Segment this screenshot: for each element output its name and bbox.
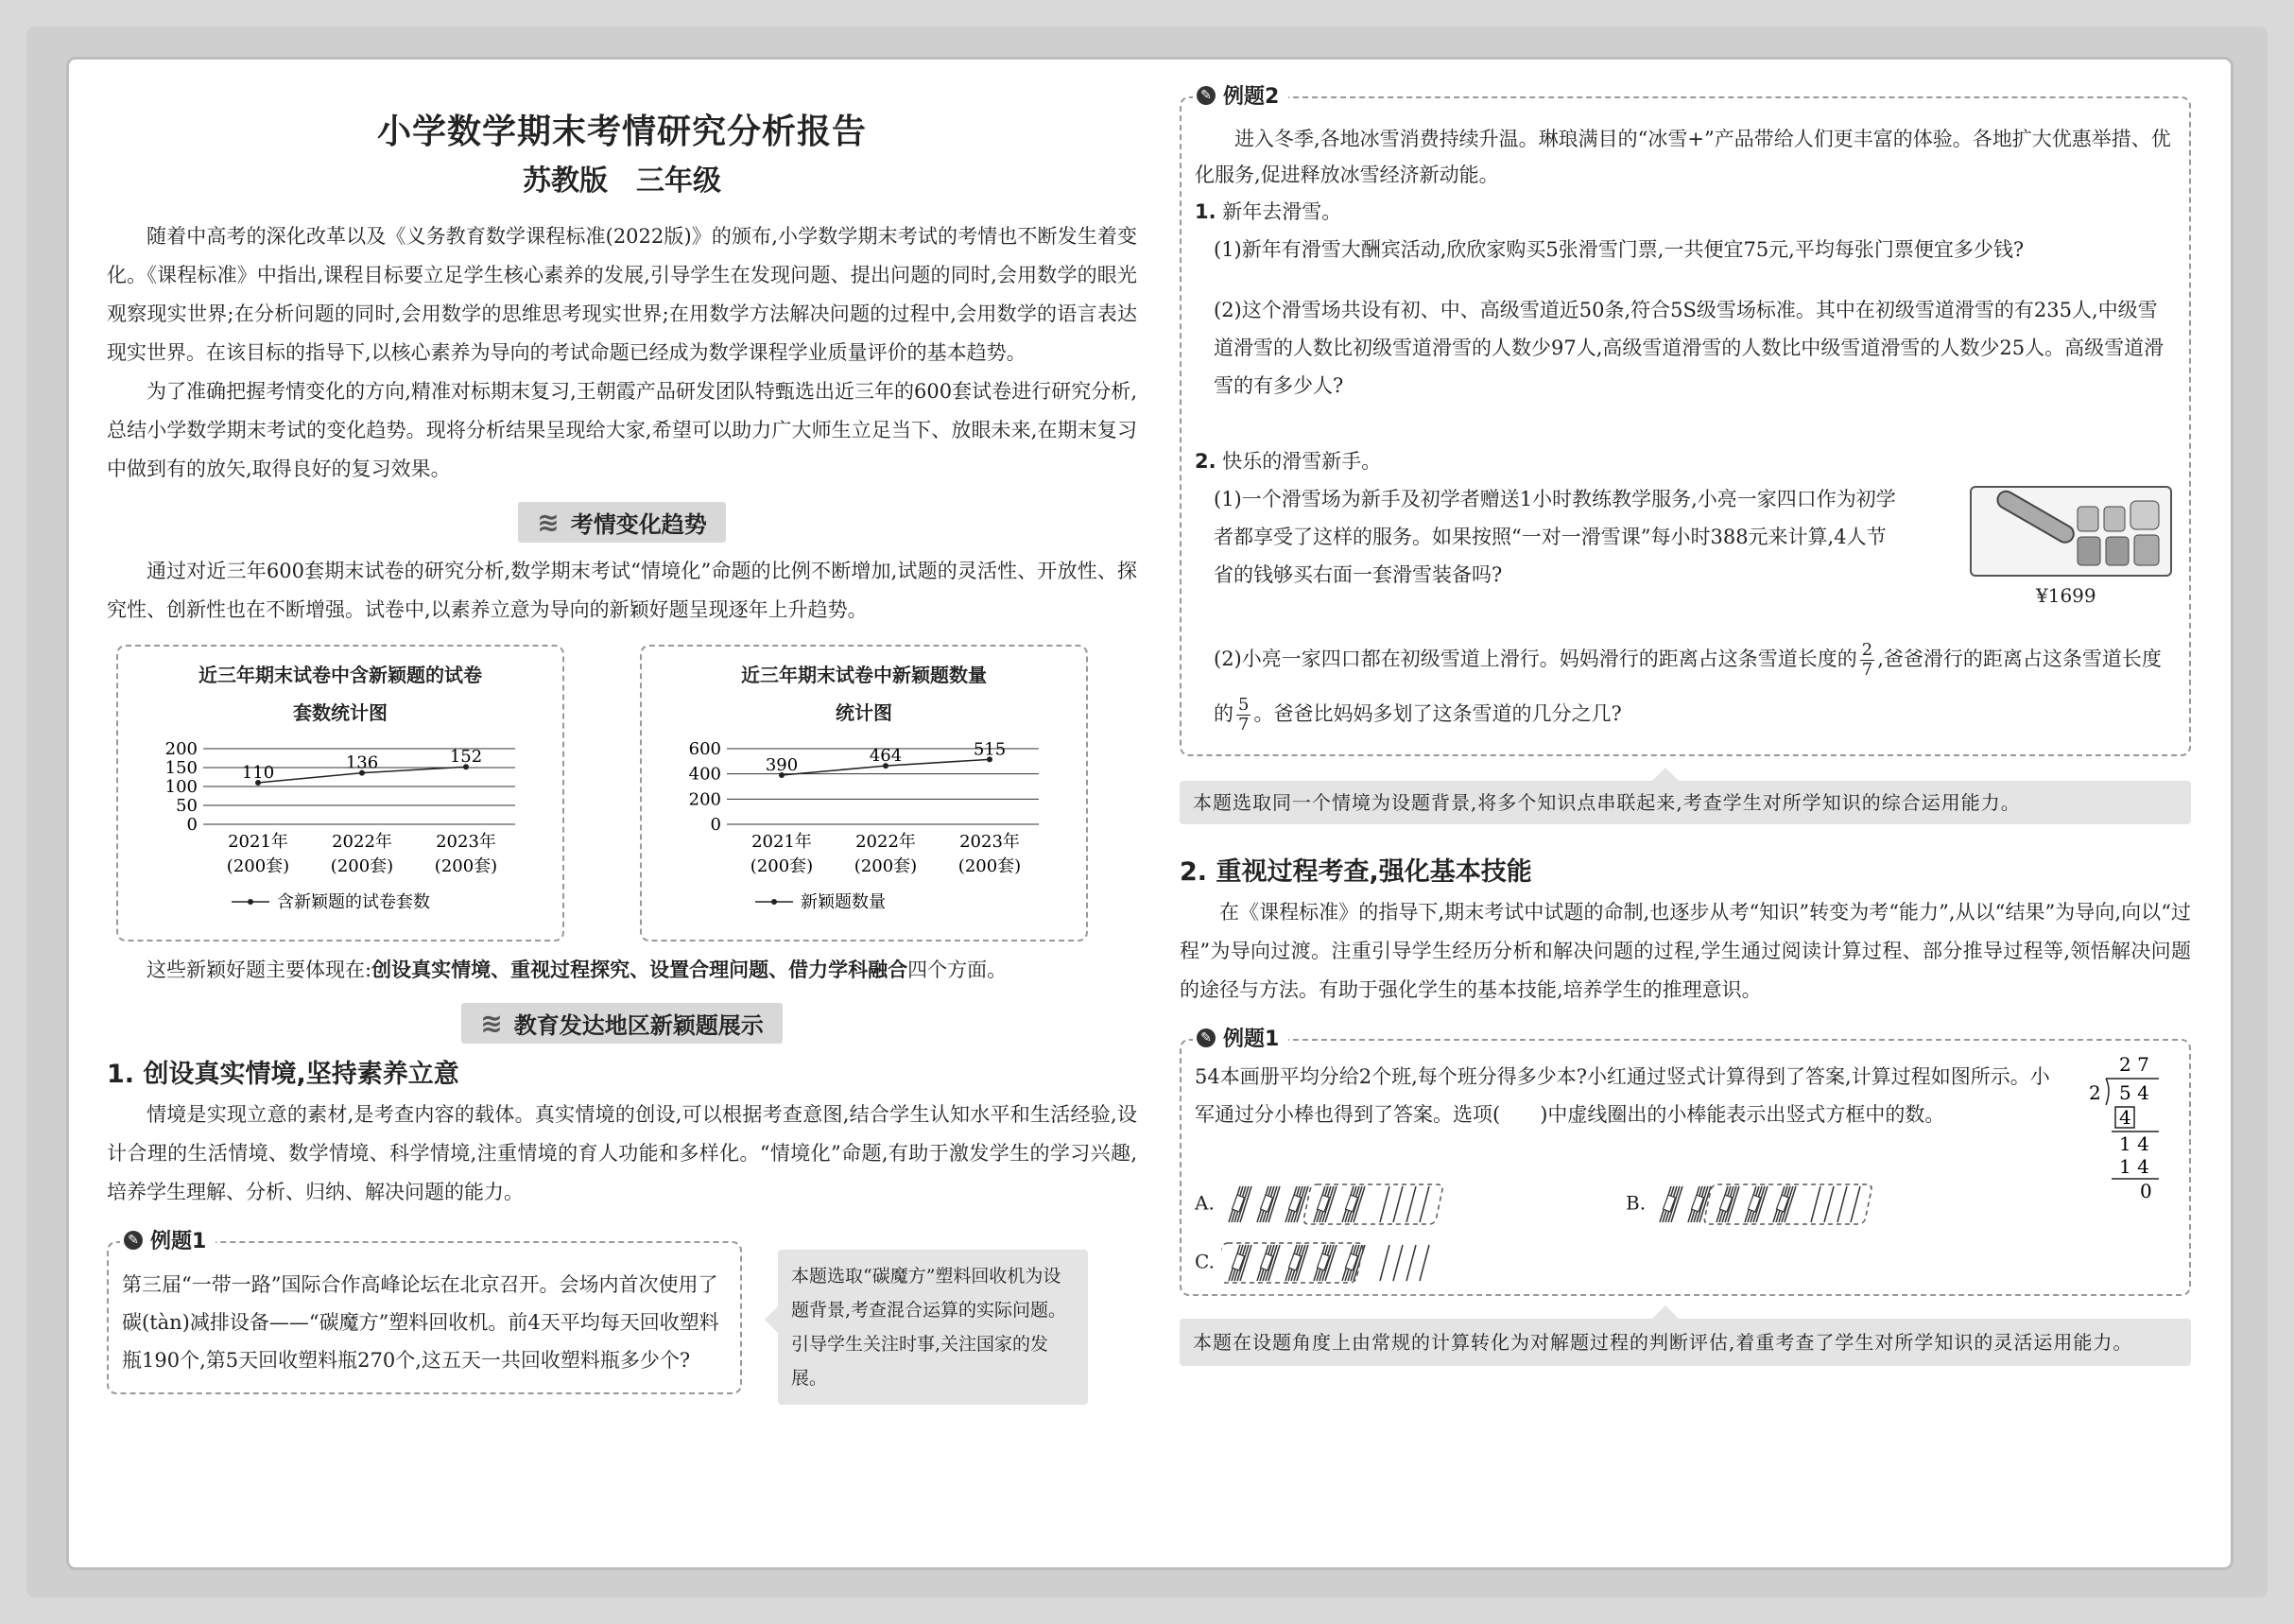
option-b-label: B. [1626, 1191, 1647, 1215]
chart-2-title-2: 统计图 [836, 701, 892, 724]
option-c-label: C. [1195, 1250, 1215, 1273]
stick-bundle [1660, 1186, 1682, 1222]
example-2-box [1180, 96, 2191, 756]
right-column [1180, 60, 2191, 1366]
data-label: 110 [241, 763, 275, 783]
chart-1-title-2: 套数统计图 [293, 701, 388, 724]
intro-paragraph-1: 随着中高考的深化改革以及《义务教育数学课程标准(2022版)》的颁布,小学数学期末考试的考情也不断发生着变化。《课程标准》中指出,课程目标要立足学生核心素养的发展,引导学生在发现问题、提出问题的同时,会用数学的眼光观察现实世界;在分析问题的同时,会用数学的思维思考现实世界;在用数学方法解决问题的过程中,会用数学的语言表达现实世界。在该目标的指导下,以核心素养为导向的考试命题已经成为数学课程学业质量评价的基本趋势。 [107, 225, 1137, 364]
x-tick-note: (200套) [750, 856, 814, 876]
y-tick-label: 200 [164, 739, 198, 759]
y-tick-label: 150 [164, 758, 198, 778]
y-tick-label: 0 [186, 815, 198, 835]
stick-bundle [1285, 1245, 1308, 1281]
division-quotient: 2 7 [2119, 1053, 2149, 1076]
single-stick [1406, 1186, 1416, 1222]
option-a[interactable] [1195, 1181, 1476, 1228]
x-tick-note: (200套) [434, 856, 498, 876]
q1-part-2: (2)这个滑雪场共设有初、中、高级雪道近50条,符合5S级雪场标准。其中在初级雪道滑雪的有235人,中级雪道滑雪的人数比初级雪道滑雪的人数少97人,高级雪道滑雪的人数比中级雪道滑雪的人数少25人。高级雪道滑雪的有多少人? [1214, 299, 2165, 397]
q2-part-2-b: ,爸爸滑行的距离占这条雪道长度的 [1214, 648, 2162, 725]
fraction-numerator: 2 [1861, 640, 1873, 660]
chart-1 [116, 645, 564, 942]
q2-part-1-row [1195, 480, 2176, 607]
option-a-label: A. [1195, 1191, 1215, 1215]
option-b-sticks-icon [1652, 1181, 1907, 1228]
ski-equipment-image [1970, 486, 2172, 577]
q1-title [1195, 193, 2176, 231]
option-c-sticks-icon [1221, 1239, 1476, 1287]
equipment-price: ¥1699 [2036, 584, 2096, 607]
fraction-denominator: 7 [1861, 660, 1873, 680]
y-tick-label: 50 [176, 796, 198, 816]
section-heading: 考情变化趋势 [570, 511, 707, 538]
division-dividend: 5 4 [2119, 1081, 2149, 1104]
q2-part-2-c: 。爸爸比妈妈多划了这条雪道的几分之几? [1253, 702, 1622, 725]
single-stick [1837, 1186, 1847, 1222]
page-subtitle: 苏教版 三年级 [523, 164, 721, 198]
data-label: 390 [765, 755, 799, 775]
charts-row [116, 645, 1137, 942]
division-boxed-digit: 4 [2119, 1106, 2131, 1129]
example-2-wrapper [1180, 67, 2191, 824]
single-stick [1420, 1186, 1429, 1222]
example-1-text: 第三届“一带一路”国际合作高峰论坛在北京召开。会场内首次使用了碳(tàn)减排设备——“碳魔方”塑料回收机。前4天平均每天回收塑料瓶190个,第5天回收塑料瓶270个,这五天一共回收塑料瓶多少个? [122, 1273, 719, 1372]
data-label: 152 [449, 747, 483, 768]
data-label: 515 [973, 739, 1007, 760]
option-a-sticks-icon [1221, 1181, 1476, 1228]
part-2-title: 2. 重视过程考查,强化基本技能 [1180, 857, 1532, 887]
example-label-text: 例题1 [1223, 1028, 1280, 1051]
section-heading: 教育发达地区新颖题展示 [513, 1012, 764, 1039]
q2-title [1195, 442, 2176, 480]
intro-paragraph-2: 为了准确把握考情变化的方向,精准对标期末复习,王朝霞产品研发团队特甄选出近三年的600套试卷进行研究分析,总结小学数学期末考试的变化趋势。现将分析结果呈现给大家,希望可以助力广大师生立足当下、放眼未来,在期末复习中做到有的放矢,取得良好的复习效果。 [107, 380, 1137, 480]
legend-label: 含新颖题的试卷套数 [277, 892, 430, 912]
example-label [120, 1225, 216, 1254]
wave-icon: ≋ [537, 507, 560, 538]
x-tick-note: (200套) [226, 856, 290, 876]
division-remainder: 0 [2140, 1180, 2152, 1201]
left-column [107, 60, 1137, 1394]
stick-bundle [1745, 1186, 1768, 1222]
subsection-paragraph-1: 情境是实现立意的素材,是考查内容的载体。真实情境的创设,可以根据考查意图,结合学生认知水平和生活经验,设计合理的生活情境、数学情境、科学情境,注重情境的育人功能和多样化。“情境化”命题,有助于激发学生的学习兴趣,培养学生理解、分析、归纳、解决问题的能力。 [107, 1103, 1137, 1203]
data-label: 136 [345, 752, 379, 773]
section-banner-showcase [107, 1003, 1137, 1044]
y-tick-label: 200 [688, 789, 721, 810]
x-tick-label: 2023年 [436, 832, 496, 852]
example-label-text: 例题2 [1223, 85, 1280, 109]
x-tick-label: 2022年 [855, 832, 916, 852]
single-stick [1393, 1186, 1403, 1222]
example-1-note: 本题选取“碳魔方”塑料回收机为设题背景,考查混合运算的实际问题。引导学生关注时事,关注国家的发展。 [778, 1250, 1088, 1405]
stick-bundle [1314, 1245, 1337, 1281]
page-title: 小学数学期末考情研究分析报告 [376, 112, 867, 151]
example-2-note: 本题选取同一个情境为设题背景,将多个知识点串联起来,考查学生对所学知识的综合运用能力。 [1180, 781, 2191, 824]
legend-marker [771, 899, 777, 905]
q2-title-text: 快乐的滑雪新手。 [1222, 450, 1382, 473]
document-sheet [66, 57, 2234, 1570]
summary-suffix: 四个方面。 [907, 959, 1008, 981]
y-tick-label: 600 [688, 739, 721, 759]
y-tick-label: 100 [164, 777, 198, 797]
stick-bundle [1342, 1245, 1365, 1281]
stick-bundle [1342, 1186, 1365, 1222]
example-2-intro: 进入冬季,各地冰雪消费持续升温。琳琅满目的“冰雪+”产品带给人们更丰富的体验。各地扩大优惠举措、优化服务,促进释放冰雪经济新动能。 [1195, 128, 2171, 186]
q1-part-1: (1)新年有滑雪大酬宾活动,欣欣家购买5张滑雪门票,一共便宜75元,平均每张门票便宜多少钱? [1214, 238, 2025, 261]
stick-bundle [1716, 1186, 1739, 1222]
chart-2 [640, 645, 1088, 942]
single-stick [1811, 1186, 1820, 1222]
section-banner-trend [107, 502, 1137, 543]
chart-1-plot [118, 737, 562, 936]
wave-icon: ≋ [480, 1008, 503, 1039]
example-label [1193, 80, 1288, 110]
option-c[interactable] [1195, 1239, 1476, 1287]
part-2-example-box [1180, 1039, 2191, 1296]
long-division [2083, 1050, 2168, 1201]
chart-1-title-1: 近三年期末试卷中含新颖题的试卷 [198, 664, 482, 686]
single-stick [1380, 1186, 1389, 1222]
stick-bundle [1257, 1186, 1280, 1222]
single-stick [1380, 1245, 1389, 1281]
q2-part-1: (1)一个滑雪场为新手及初学者赠送1小时教练教学服务,小亮一家四口作为初学者都享受了这样的服务。如果按照“一对一滑雪课”每小时388元来计算,4人节省的钱够买右面一套滑雪装备吗? [1214, 488, 1896, 586]
fraction-two-sevenths [1860, 641, 1874, 680]
q2-number: 2. [1195, 450, 1216, 473]
part-2-example-wrapper [1180, 1010, 2191, 1366]
fraction-five-sevenths [1236, 696, 1250, 734]
option-b[interactable] [1626, 1181, 1907, 1228]
subsection-title-1: 1. 创设真实情境,坚持素养立意 [107, 1060, 459, 1089]
example-1-box [107, 1241, 742, 1394]
summary-prefix: 这些新颖好题主要体现在: [147, 959, 372, 981]
chart-2-plot [642, 737, 1086, 936]
pencil-icon: ✎ [1197, 1028, 1216, 1047]
pencil-icon: ✎ [124, 1231, 143, 1250]
stick-bundle [1229, 1245, 1251, 1281]
chart-2-title-1: 近三年期末试卷中新颖题数量 [741, 664, 987, 686]
x-tick-label: 2023年 [959, 832, 1020, 852]
stick-bundle [1257, 1245, 1280, 1281]
q2-part-2-a: (2)小亮一家四口都在初级雪道上滑行。妈妈滑行的距离占这条雪道长度的 [1214, 648, 1857, 670]
division-divisor: 2 [2089, 1081, 2101, 1104]
division-row-2: 1 4 [2119, 1155, 2149, 1178]
single-stick [1420, 1245, 1429, 1281]
x-tick-label: 2021年 [228, 832, 288, 852]
q1-title-text: 新年去滑雪。 [1222, 200, 1342, 223]
y-tick-label: 0 [710, 815, 721, 835]
q1-number: 1. [1195, 200, 1216, 223]
division-row-1: 1 4 [2119, 1132, 2149, 1155]
single-stick [1393, 1245, 1403, 1281]
example-label [1193, 1023, 1288, 1052]
legend-marker [248, 899, 253, 905]
x-tick-label: 2022年 [332, 832, 392, 852]
stick-bundle [1773, 1186, 1796, 1222]
summary-paragraph [107, 951, 1137, 990]
part-2-example-text: 54本画册平均分给2个班,每个班分得多少本?小红通过竖式计算得到了答案,计算过程如图所示。小军通过分小棒也得到了答案。选项( )中虚线圈出的小棒能表示出竖式方框中的数。 [1195, 1065, 2050, 1126]
stick-bundle [1314, 1186, 1337, 1222]
pencil-icon: ✎ [1197, 86, 1216, 105]
example-1-wrapper [107, 1212, 1137, 1394]
fraction-denominator: 7 [1238, 715, 1250, 734]
x-tick-note: (200套) [957, 856, 1022, 876]
x-tick-note: (200套) [854, 856, 918, 876]
single-stick [1851, 1186, 1860, 1222]
legend-label: 新颖题数量 [801, 892, 886, 912]
part-2-note: 本题在设题角度上由常规的计算转化为对解题过程的判断评估,着重考查了学生对所学知识的灵活运用能力。 [1180, 1319, 2191, 1366]
stick-bundle [1229, 1186, 1251, 1222]
data-label: 464 [869, 746, 903, 767]
x-tick-note: (200套) [330, 856, 394, 876]
single-stick [1406, 1245, 1416, 1281]
x-tick-label: 2021年 [751, 832, 812, 852]
ski-gear-icon [1972, 488, 2170, 575]
part-2-paragraph: 在《课程标准》的指导下,期末考试中试题的命制,也逐步从考“知识”转变为考“能力”,从以“结果”为导向,向以“过程”为导向过渡。注重引导学生经历分析和解决问题的过程,学生通过阅读计算过程、部分推导过程等,领悟解决问题的途径与方法。有助于强化学生的基本技能,培养学生的推理意识。 [1180, 901, 2191, 1001]
summary-bold: 创设真实情境、重视过程探究、设置合理问题、借力学科融合 [371, 959, 908, 981]
example-label-text: 例题1 [150, 1230, 207, 1253]
single-stick [1824, 1186, 1834, 1222]
fraction-numerator: 5 [1238, 695, 1250, 715]
y-tick-label: 400 [688, 764, 721, 785]
trend-paragraph: 通过对近三年600套期末试卷的研究分析,数学期末考试“情境化”命题的比例不断增加,试题的灵活性、开放性、探究性、创新性也在不断增强。试卷中,以素养立意为导向的新颖好题呈现逐年上升趋势。 [107, 560, 1137, 621]
q2-part-2 [1195, 631, 2176, 741]
